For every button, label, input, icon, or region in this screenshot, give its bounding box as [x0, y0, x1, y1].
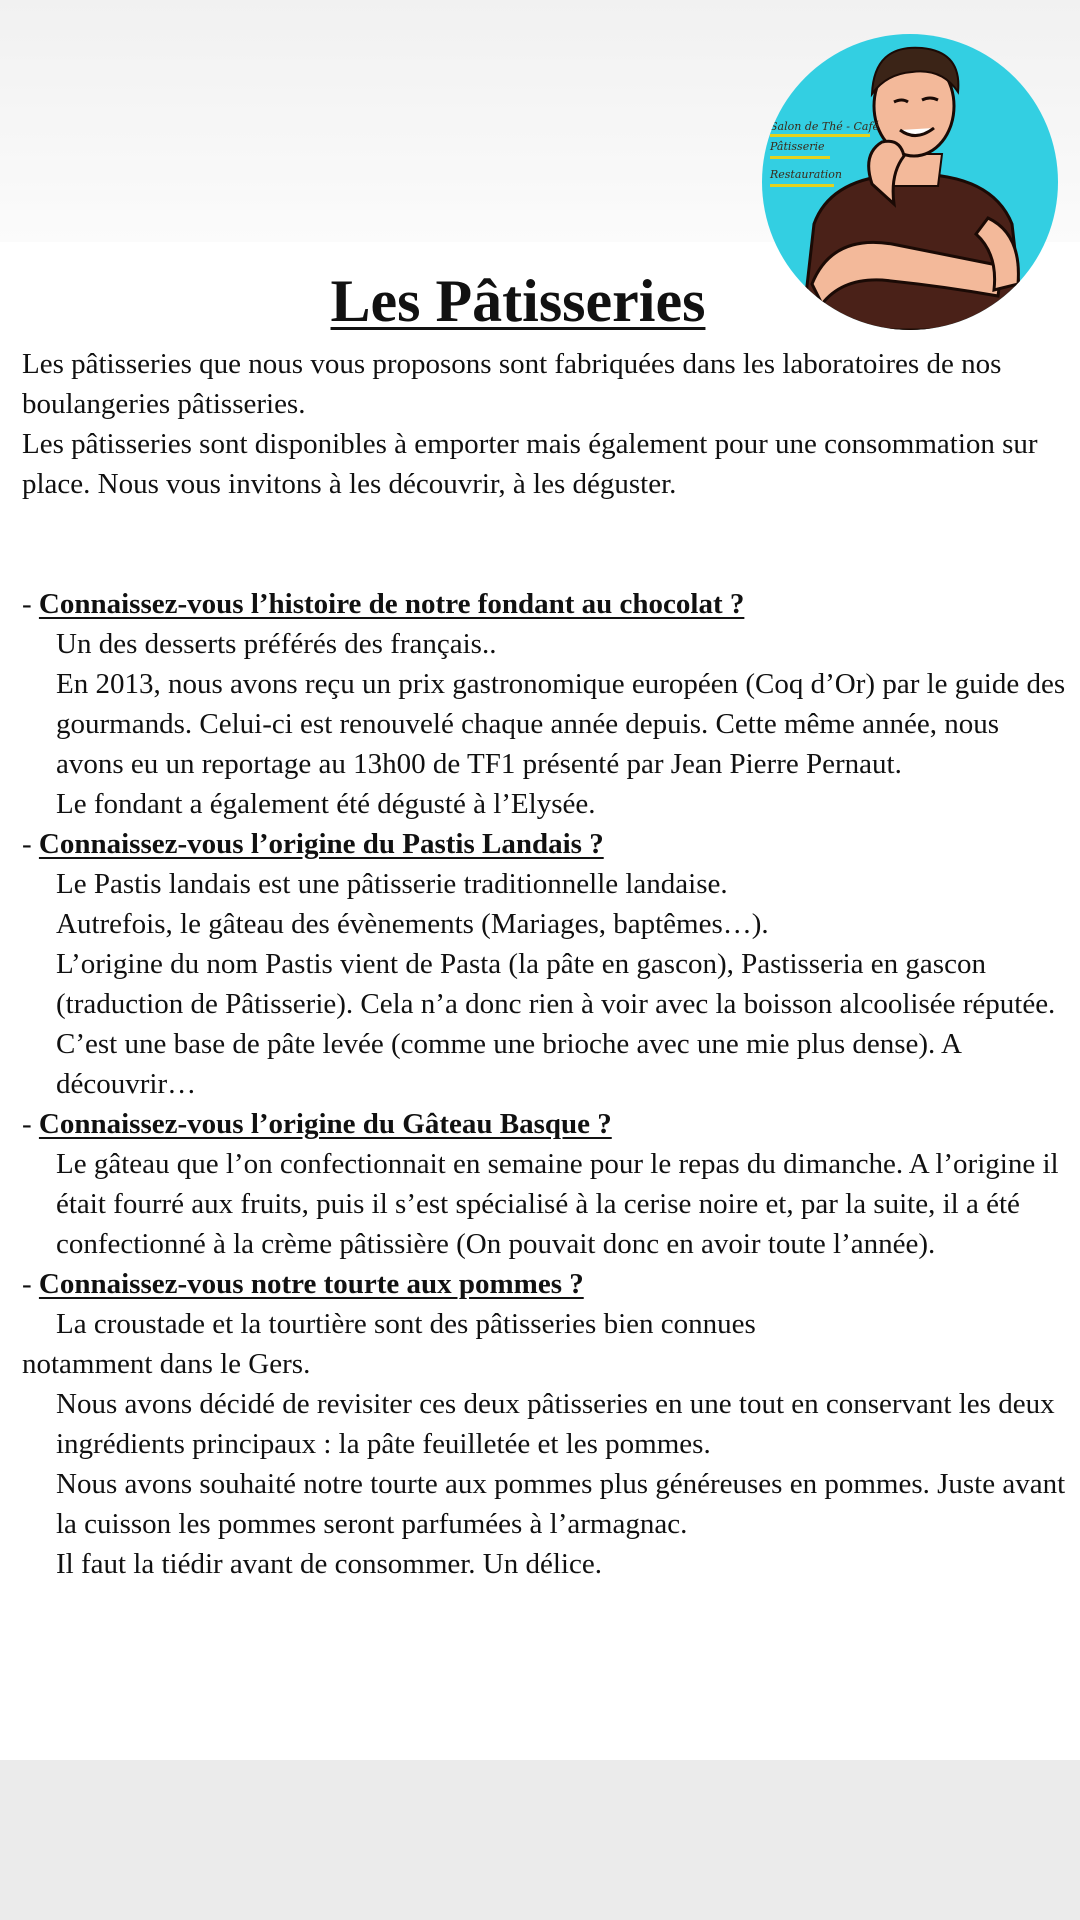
- question-text: Connaissez-vous l’histoire de notre fondant au chocolat ?: [38, 588, 745, 620]
- section-question: [22, 1104, 1066, 1144]
- section-pastis: [22, 824, 1066, 1104]
- section-paragraph: notamment dans le Gers.: [22, 1348, 311, 1380]
- section-paragraph: En 2013, nous avons reçu un prix gastronomique européen (Coq d’Or) par le guide des gourmands. Celui-ci est renouvelé chaque année depuis. Cette même année, nous avons eu un reportage au 13h00 de TF1 présenté par Jean Pierre Pernaut.: [56, 668, 1066, 780]
- intro-text: [22, 344, 1062, 504]
- section-paragraph: Autrefois, le gâteau des évènements (Mariages, baptêmes…).: [56, 908, 769, 940]
- section-paragraph: Le gâteau que l’on confectionnait en semaine pour le repas du dimanche. A l’origine il était fourré aux fruits, puis il s’est spécialisé à la cerise noire et, par la suite, il a été confectionné à la crème pâtissière (On pouvait donc en avoir toute l’année).: [56, 1148, 1059, 1260]
- section-question: [22, 584, 1066, 624]
- section-paragraph: La croustade et la tourtière sont des pâtisseries bien connues: [56, 1308, 756, 1340]
- question-text: Connaissez-vous notre tourte aux pommes ?: [38, 1268, 584, 1300]
- section-paragraph: Nous avons souhaité notre tourte aux pommes plus généreuses en pommes. Juste avant la cuisson les pommes seront parfumées à l’armagnac.: [56, 1468, 1066, 1540]
- question-dash: -: [22, 828, 39, 860]
- logo-underline: [770, 134, 870, 137]
- question-dash: -: [22, 588, 39, 620]
- section-gateau-basque: [22, 1104, 1066, 1264]
- section-tourte: [22, 1264, 1066, 1584]
- logo-text-restauration: Restauration: [770, 168, 842, 181]
- section-paragraph: Il faut la tiédir avant de consommer. Un délice.: [56, 1548, 602, 1580]
- section-paragraph: Le fondant a également été dégusté à l’Elysée.: [56, 788, 596, 820]
- question-dash: -: [22, 1108, 39, 1140]
- section-fondant: [22, 584, 1066, 824]
- question-dash: -: [22, 1268, 39, 1300]
- logo-underline: [770, 156, 830, 159]
- section-paragraph: L’origine du nom Pastis vient de Pasta (la pâte en gascon), Pastisseria en gascon (traduction de Pâtisserie). Cela n’a donc rien à voir avec la boisson alcoolisée réputée. C’est une base de pâte levée (comme une brioche avec une mie plus dense). A découvrir…: [56, 948, 1056, 1100]
- section-paragraph: Le Pastis landais est une pâtisserie traditionnelle landaise.: [56, 868, 728, 900]
- question-text: Connaissez-vous l’origine du Gâteau Basque ?: [38, 1108, 612, 1140]
- section-paragraph: Nous avons décidé de revisiter ces deux pâtisseries en une tout en conservant les deux ingrédients principaux : la pâte feuilletée et les pommes.: [56, 1388, 1055, 1460]
- intro-paragraph: Les pâtisseries que nous vous proposons sont fabriquées dans les laboratoires de nos boulangeries pâtisseries.: [22, 348, 1002, 420]
- logo-text-salon: Salon de Thé - Café: [770, 120, 880, 133]
- question-text: Connaissez-vous l’origine du Pastis Landais ?: [38, 828, 604, 860]
- faq-content: [22, 584, 1066, 1584]
- section-paragraph: Un des desserts préférés des français..: [56, 628, 497, 660]
- logo-text-patisserie: Pâtisserie: [770, 140, 825, 153]
- page-title: Les Pâtisseries: [330, 268, 706, 334]
- intro-paragraph: Les pâtisseries sont disponibles à emporter mais également pour une consommation sur place. Nous vous invitons à les découvrir, à les déguster.: [22, 428, 1038, 500]
- logo-underline: [770, 184, 834, 187]
- section-question: [22, 1264, 1066, 1304]
- section-question: [22, 824, 1066, 864]
